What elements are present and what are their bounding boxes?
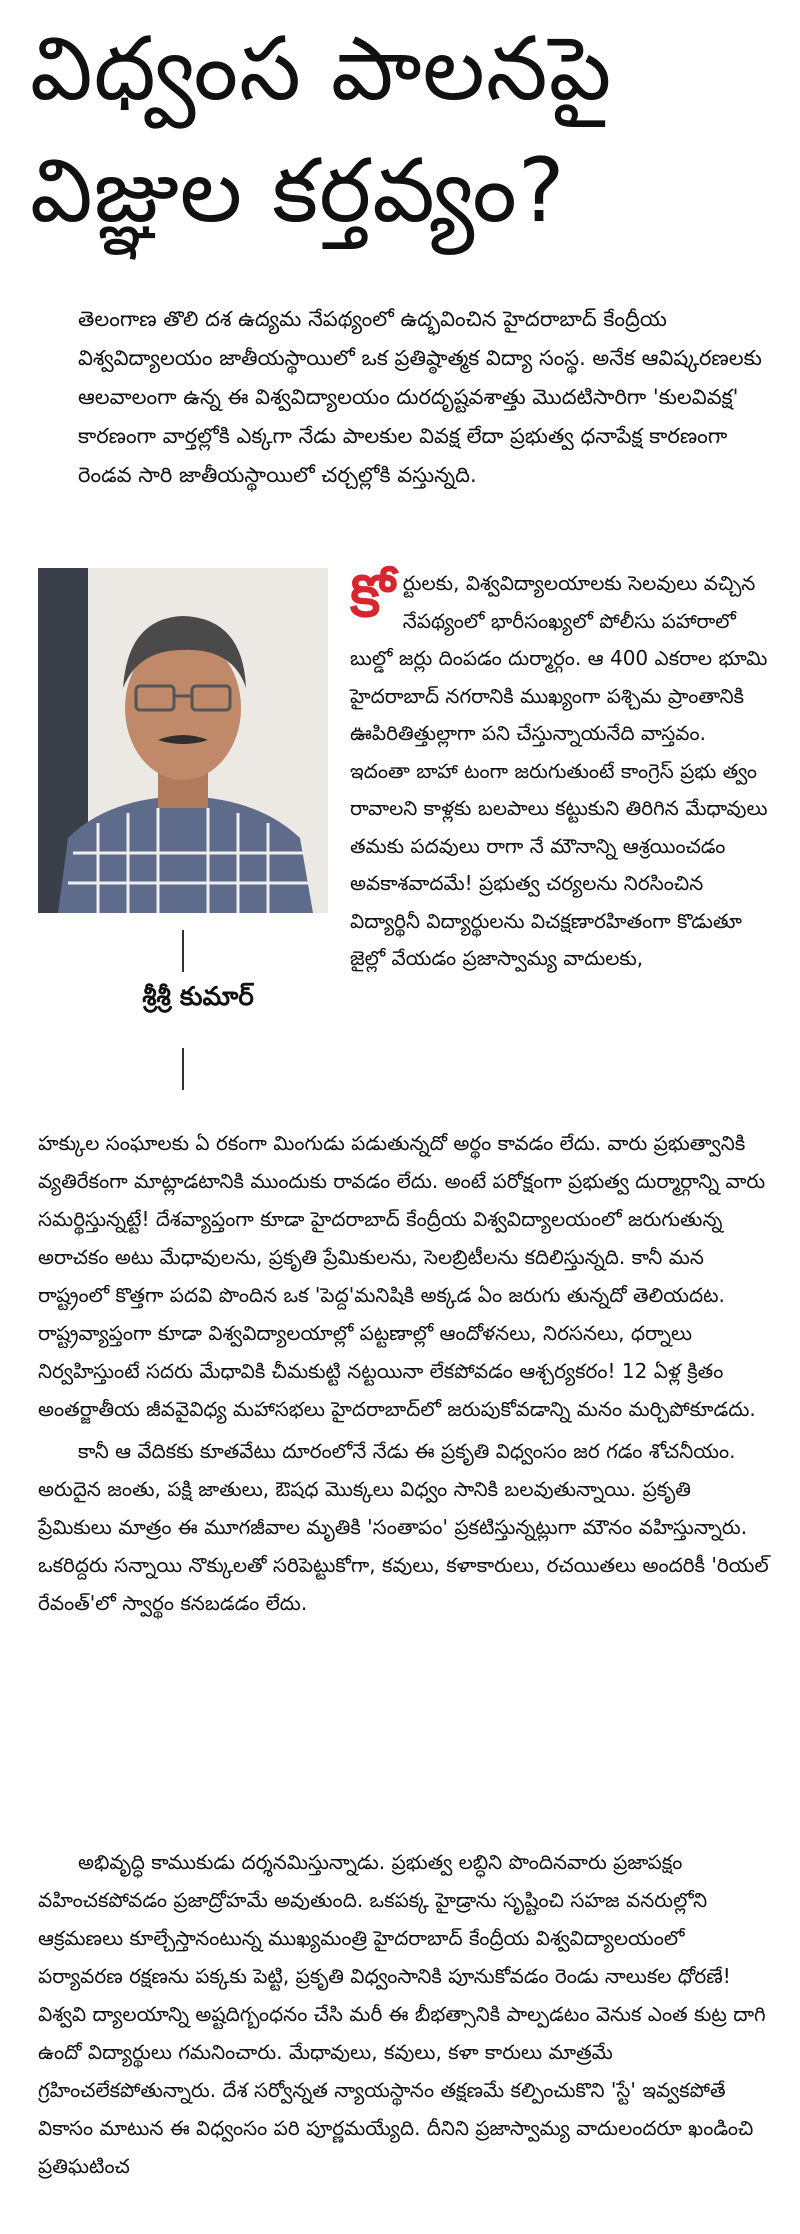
column-paragraph — [350, 562, 770, 978]
column-body — [350, 562, 770, 978]
byline-divider-top — [182, 930, 184, 972]
paragraph-continuation — [38, 1124, 770, 1428]
paragraph-3 — [38, 1843, 770, 2185]
intro-paragraph — [78, 300, 768, 495]
paragraph-text-2: కానీ ఆ వేదికకు కూతవేటు దూరంలోనే నేడు ఈ ప్రకృతి విధ్వంసం జర గడం శోచనీయం. అరుదైన జంతు, పక్షి జాతులు, ఔషధ మొక్కలు విధ్వం సానికి బలవుతున్నాయి. ప్రకృతి ప్రేమికులు మాత్రం ఈ మూగజీవాల మృతికి 'సంతాపం' ప్రకటిస్తున్నట్లుగా మౌనం వహిస్తున్నారు. ఒకరిద్దరు సన్నాయి నొక్కులతో సరిపెట్టుకోగా, కవులు, కళాకారులు, రచయితలు అందరికీ 'రియల్ రేవంత్'లో స్వార్థం కనబడడం లేదు. — [38, 1439, 769, 1615]
paragraph-text-1: హక్కుల సంఘాలకు ఏ రకంగా మింగుడు పడుతున్నదో అర్థం కావడం లేదు. వారు ప్రభుత్వానికి వ్యతిరేకంగా మాట్లాడటానికి ముందుకు రావడం లేదు. అంటే పరోక్షంగా ప్రభుత్వ దుర్మార్గాన్ని వారు సమర్థిస్తున్నట్టే! దేశవ్యాప్తంగా కూడా హైదరాబాద్ కేంద్రీయ విశ్వవిద్యాలయంలో జరుగుతున్న అరాచకం అటు మేధావులను, ప్రకృతి ప్రేమికులను, సెలబ్రిటీలను కదిలిస్తున్నది. కానీ మన రాష్ట్రంలో కొత్తగా పదవి పొందిన ఒక 'పెద్ద'మనిషికి అక్కడ ఏం జరుగు తున్నదో తెలియదట. రాష్ట్రవ్యాప్తంగా కూడా విశ్వవిద్యాలయాల్లో పట్టణాల్లో ఆందోళనలు, నిరసనలు, ధర్నాలు నిర్వహిస్తుంటే సదరు మేధావికి చీమకుట్టి నట్టయినా లేకపోవడం ఆశ్చర్యకరం! 12 ఏళ్ల క్రితం అంతర్జాతీయ జీవవైవిధ్య మహాసభలు హైదరాబాద్‌లో జరుపుకోవడాన్ని మనం మర్చిపోకూడదు. — [38, 1131, 766, 1421]
headline: విధ్వంస పాలనపై విజ్ఞుల కర్తవ్యం? — [30, 17, 613, 242]
author-name: శ్రీశ్రీ కుమార్ — [142, 982, 254, 1012]
paragraph-2 — [38, 1432, 770, 1622]
byline-divider-bottom — [182, 1048, 184, 1090]
column-text: ర్టులకు, విశ్వవిద్యాలయాలకు సెలవులు వచ్చిన నేపథ్యంలో భారీసంఖ్యలో పోలీసు పహారాలో బుల్డో జర్లు దింపడం దుర్మార్గం. ఆ 400 ఎకరాల భూమి హైదరాబాద్ నగరానికి ముఖ్యంగా పశ్చిమ ప్రాంతానికి ఊపిరితిత్తుల్లాగా పని చేస్తున్నాయనేది వాస్తవం. ఇదంతా బాహా టంగా జరుగుతుంటే కాంగ్రెస్ ప్రభు త్వం రావాలని కాళ్లకు బలపాలు కట్టుకుని తిరిగిన మేధావులు తమకు పదవులు రాగా నే మౌనాన్ని ఆశ్రయించడం అవకాశవాదమే! ప్రభుత్వ చర్యలను నిరసించిన విద్యార్థినీ విద్యార్థులను విచక్షణారహితంగా కొడుతూ జైల్లో వేయడం ప్రజాస్వామ్య వాదులకు, — [350, 571, 768, 970]
paragraph-text-3: అభివృద్ధి కాముకుడు దర్శనమిస్తున్నాడు. ప్రభుత్వ లబ్ధిని పొందినవారు ప్రజాపక్షం వహించకపోవడం ప్రజాద్రోహమే అవుతుంది. ఒకపక్క హైడ్రాను సృష్టించి సహజ వనరుల్లోని ఆక్రమణలు కూల్చేస్తానంటున్న ముఖ్యమంత్రి హైదరాబాద్ కేంద్రీయ విశ్వవిద్యాలయంలో పర్యావరణ రక్షణను పక్కకు పెట్టి, ప్రకృతి విధ్వంసానికి పూనుకోవడం రెండు నాలుకల ధోరణే! విశ్వవి ద్యాలయాన్ని అష్టదిగ్బంధనం చేసి మరీ ఈ బీభత్సానికి పాల్పడటం వెనుక ఎంత కుట్ర దాగి ఉందో విద్యార్థులు గమనించారు. మేధావులు, కవులు, కళా కారులు మాత్రమే గ్రహించలేకపోతున్నారు. దేశ సర్వోన్నత న్యాయస్థానం తక్షణమే కల్పించుకొని 'స్టే' ఇవ్వకపోతే వికాసం మాటున ఈ విధ్వంసం పరి పూర్ణమయ్యేది. దీనిని ప్రజాస్వామ్య వాదులందరూ ఖండించి ప్రతిఘటించ — [38, 1850, 766, 2178]
intro-text: తెలంగాణ తొలి దశ ఉద్యమ నేపథ్యంలో ఉద్భవించిన హైదరాబాద్ కేంద్రీయ విశ్వవిద్యాలయం జాతీయస్థాయిలో ఒక ప్రతిష్ఠాత్మక విద్యా సంస్థ. అనేక ఆవిష్కరణలకు ఆలవాలంగా ఉన్న ఈ విశ్వవిద్యాలయం దురదృష్టవశాత్తు మొదటిసారిగా 'కులవివక్ష' కారణంగా వార్తల్లోకి ఎక్కగా నేడు పాలకుల వివక్ష లేదా ప్రభుత్వ ధనాపేక్ష కారణంగా రెండవ సారి జాతీయస్థాయిలో చర్చల్లోకి వస్తున్నది. — [78, 307, 762, 487]
author-photo — [38, 568, 328, 913]
dropcap: కో — [350, 562, 395, 630]
